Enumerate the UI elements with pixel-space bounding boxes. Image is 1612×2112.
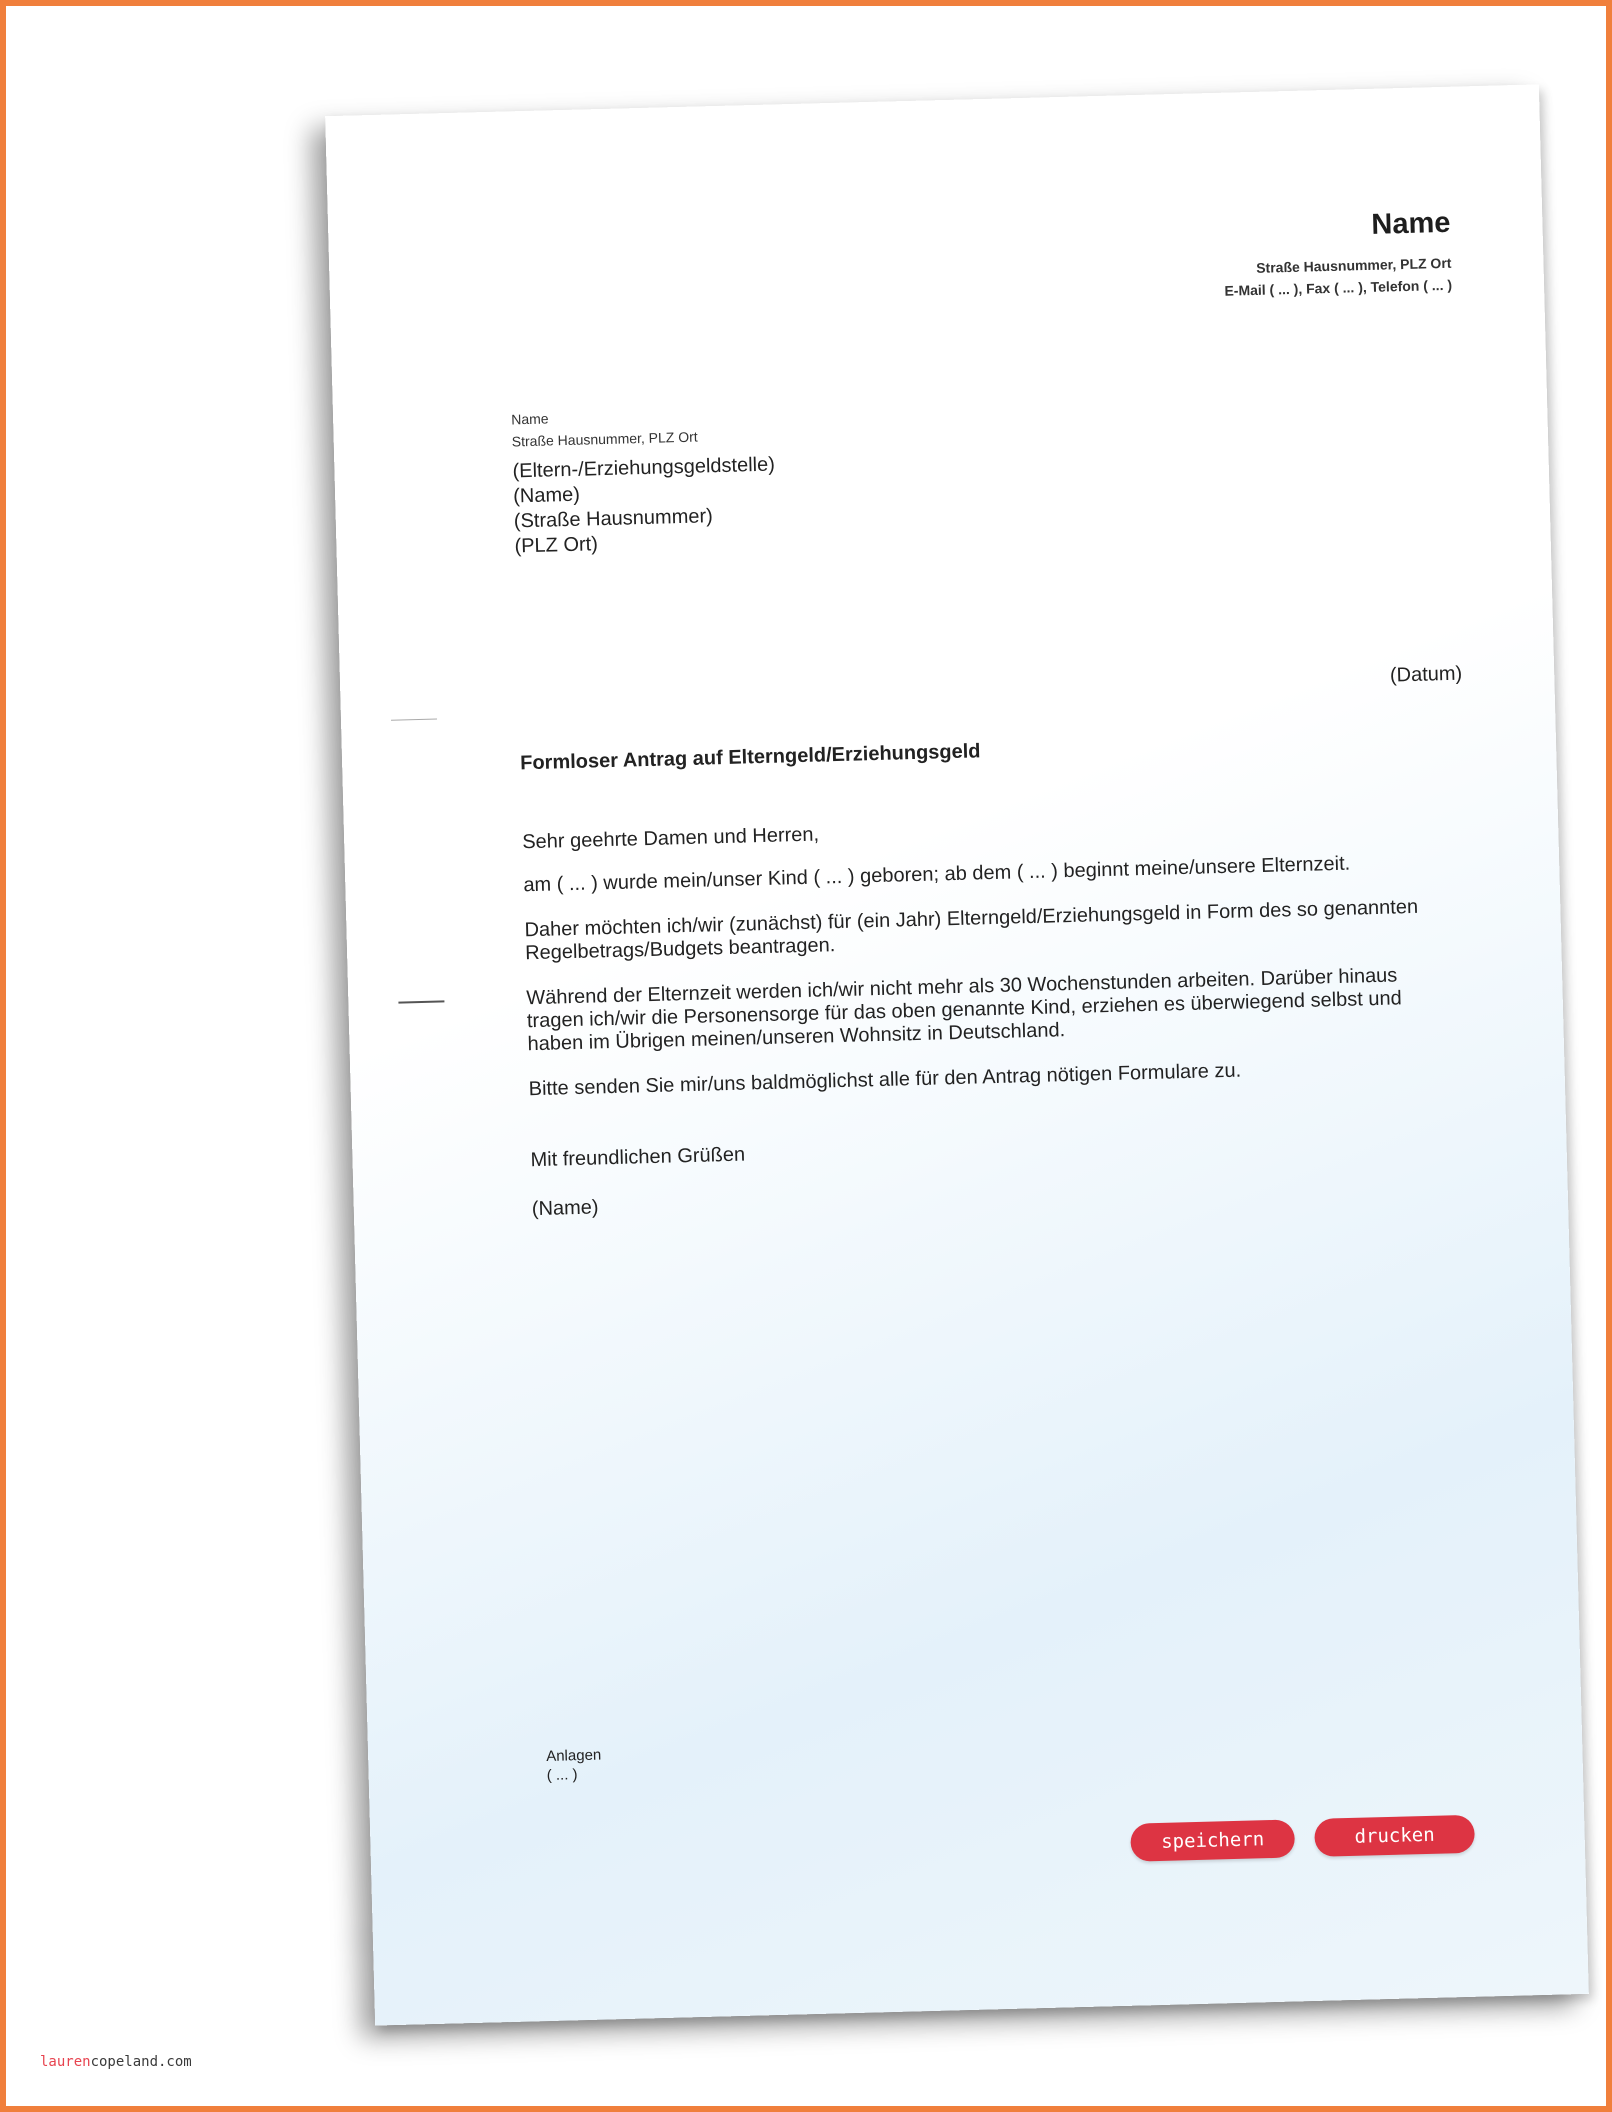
letter-body	[522, 808, 1432, 1243]
recipient-line: (Eltern-/Erziehungsgeldstelle)	[512, 453, 776, 483]
recipient-line: (Straße Hausnummer)	[513, 505, 714, 533]
letter-subject: Formloser Antrag auf Elterngeld/Erziehungsgeld	[519, 740, 981, 775]
watermark-part: lauren	[40, 2054, 91, 2070]
attachments-label: Anlagen	[545, 1746, 602, 1765]
attachments-block	[546, 1746, 602, 1785]
sender-address: Straße Hausnummer, PLZ Ort	[1256, 254, 1452, 276]
letter-date: (Datum)	[1389, 662, 1463, 687]
letter-closing: Mit freundlichen Grüßen	[530, 1143, 746, 1172]
save-button[interactable]: speichern	[1130, 1819, 1295, 1861]
letter-greeting: Sehr geehrte Damen und Herren,	[521, 823, 820, 854]
attachments-value: ( ... )	[546, 1766, 578, 1784]
punch-mark	[398, 1000, 444, 1003]
recipient-line: (Name)	[512, 483, 581, 508]
watermark	[40, 2054, 192, 2070]
watermark-part: copeland.com	[90, 2054, 192, 2070]
print-button[interactable]: drucken	[1314, 1815, 1475, 1857]
letter-signature: (Name)	[531, 1196, 599, 1221]
body-paragraph: Bitte senden Sie mir/uns baldmöglichst alle für den Antrag nötigen Formulare zu.	[528, 1059, 1242, 1101]
fold-mark	[391, 718, 437, 720]
body-paragraph: am ( ... ) wurde mein/unser Kind ( ... ) geboren; ab dem ( ... ) beginnt meine/unsere Elternzeit.	[523, 852, 1351, 897]
sender-name: Name	[1370, 206, 1451, 241]
recipient-block	[512, 453, 777, 560]
recipient-line: (PLZ Ort)	[514, 533, 599, 558]
return-address-name: Name	[511, 410, 549, 428]
return-address-street: Straße Hausnummer, PLZ Ort	[511, 428, 698, 450]
body-paragraph: Daher möchten ich/wir (zunächst) für (ein Jahr) Elterngeld/Erziehungsgeld in Form des so genannten Regelbetrags/Budgets beantragen.	[524, 895, 1419, 965]
sender-contact: E-Mail ( ... ), Fax ( ... ), Telefon ( ... )	[1224, 276, 1453, 299]
body-paragraph: Während der Elternzeit werden ich/wir nicht mehr als 30 Wochenstunden arbeiten. Darüber hinaus tragen ich/wir die Personensorge für das oben genannte Kind, erziehen es überwiegend selbst und haben im Übrigen meinen/unseren Wohnsitz in Deutschland.	[526, 964, 1402, 1056]
document-sheet	[325, 84, 1589, 2025]
